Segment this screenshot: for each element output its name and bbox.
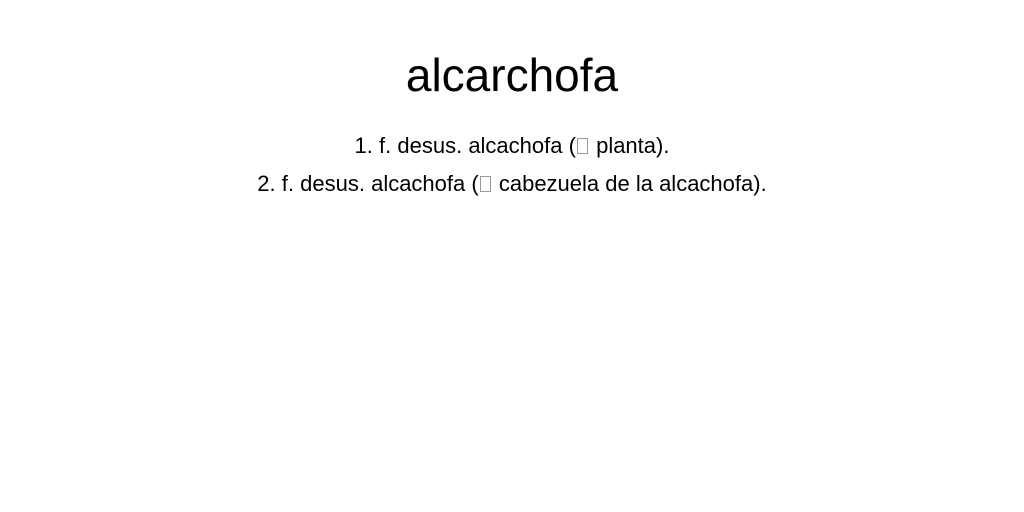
- open-paren: (: [471, 171, 479, 196]
- definition-item: [0, 166, 1024, 204]
- close-paren: ).: [753, 171, 767, 196]
- usage-abbrev: desus.: [397, 133, 463, 158]
- definition-term: alcachofa: [468, 133, 563, 158]
- close-paren: ).: [656, 133, 670, 158]
- definition-term: alcachofa: [371, 171, 466, 196]
- definition-gloss: cabezuela de la alcachofa: [498, 171, 754, 196]
- definition-number: 2.: [257, 171, 276, 196]
- grammar-abbrev: f.: [281, 171, 294, 196]
- definition-item: [0, 128, 1024, 166]
- usage-abbrev: desus.: [300, 171, 365, 196]
- missing-glyph-box-icon: [577, 138, 588, 154]
- headword: alcarchofa: [405, 49, 619, 101]
- missing-glyph-box-icon: [480, 176, 491, 192]
- definition-gloss: planta: [596, 133, 657, 158]
- grammar-abbrev: f.: [379, 133, 392, 158]
- definition-number: 1.: [354, 133, 373, 158]
- open-paren: (: [568, 133, 576, 158]
- definition-list: [0, 128, 1024, 204]
